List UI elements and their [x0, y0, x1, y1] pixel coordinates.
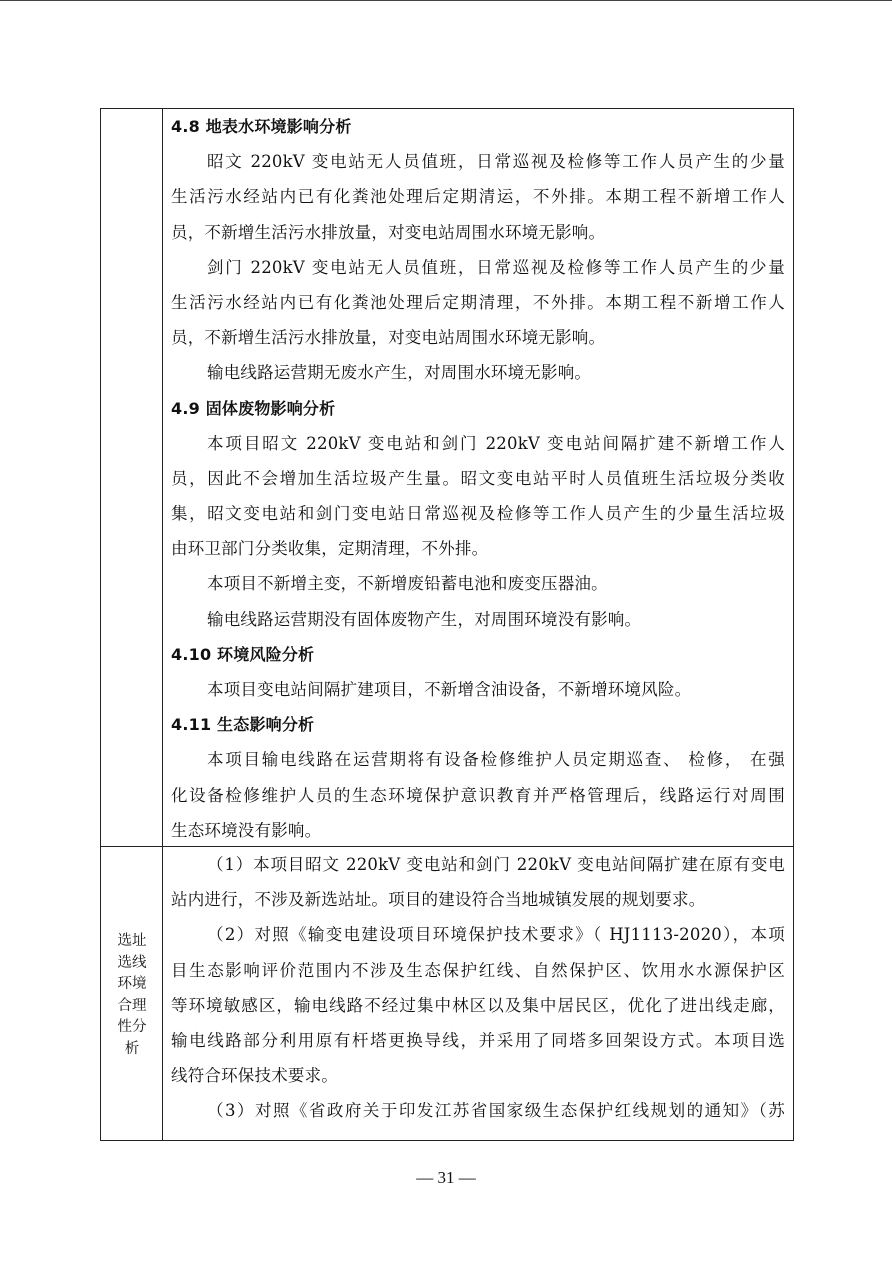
- section-heading: 4.11 生态影响分析: [171, 715, 315, 735]
- row-label-cell: [101, 847, 163, 1140]
- section-heading: 4.10 环境风险分析: [171, 644, 315, 664]
- label-line: 环境: [117, 976, 147, 993]
- paragraph-line: （3）对照《省政府关于印发江苏省国家级生态保护红线规划的通知》（苏: [207, 1101, 785, 1121]
- paragraph-line: 线符合环保技术要求。: [171, 1066, 338, 1086]
- paragraph-line: 化设备检修维护人员的生态环境保护意识教育并严格管理后，线路运行对周围: [171, 785, 785, 805]
- paragraph-line: （2）对照《输变电建设项目环境保护技术要求》（ HJ1113-2020），本项: [207, 925, 785, 945]
- paragraph-line: 本项目不新增主变，不新增废铅蓄电池和废变压器油。: [207, 574, 608, 594]
- paragraph-line: （1）本项目昭文 220kV 变电站和剑门 220kV 变电站间隔扩建在原有变电: [207, 855, 785, 874]
- label-line: 性分: [117, 1019, 147, 1036]
- paragraph-line: 由环卫部门分类收集，定期清理，不外排。: [171, 539, 489, 559]
- top-border-line: [0, 0, 892, 1]
- paragraph-line: 输电线路运营期没有固体废物产生，对周围环境没有影响。: [207, 609, 642, 629]
- label-line: 选线: [117, 954, 147, 971]
- paragraph-line: 员，不新增生活污水排放量，对变电站周围水环境无影响。: [171, 328, 606, 348]
- paragraph-line: 站内进行，不涉及新选站址。项目的建设符合当地城镇发展的规划要求。: [171, 890, 706, 910]
- paragraph-line: 剑门 220kV 变电站无人员值班，日常巡视及检修等工作人员产生的少量: [207, 257, 785, 277]
- page-number: — 31 —: [416, 1168, 476, 1187]
- paragraph-line: 生活污水经站内已有化粪池处理后定期清理，不外排。本期工程不新增工作人: [171, 292, 785, 312]
- section-heading: 4.8 地表水环境影响分析: [171, 117, 352, 136]
- paragraph-line: 输电线路部分利用原有杆塔更换导线，并采用了同塔多回架设方式。本项目选: [171, 1030, 785, 1050]
- paragraph-line: 本项目昭文 220kV 变电站和剑门 220kV 变电站间隔扩建不新增工作人: [207, 433, 785, 453]
- paragraph-line: 员，因此不会增加生活垃圾产生量。昭文变电站平时人员值班生活垃圾分类收: [171, 468, 785, 488]
- site-selection-row: [101, 847, 793, 1140]
- impact-analysis-content: [171, 109, 785, 848]
- site-selection-label: [109, 931, 155, 1061]
- paragraph-line: 集，昭文变电站和剑门变电站日常巡视及检修等工作人员产生的少量生活垃圾: [171, 504, 785, 524]
- paragraph-line: 本项目输电线路在运营期将有设备检修维护人员定期巡查、 检修， 在强: [207, 750, 785, 770]
- paragraph-line: 目生态影响评价范围内不涉及生态保护红线、自然保护区、饮用水水源保护区: [171, 960, 785, 980]
- paragraph-line: 员，不新增生活污水排放量，对变电站周围水环境无影响。: [171, 222, 606, 242]
- label-line: 选址: [117, 933, 147, 949]
- paragraph-line: 输电线路运营期无废水产生，对周围水环境无影响。: [207, 363, 592, 383]
- label-line: 合理: [117, 997, 147, 1014]
- paragraph-line: 生活污水经站内已有化粪池处理后定期清运，不外排。本期工程不新增工作人: [171, 187, 785, 207]
- paragraph-line: 本项目变电站间隔扩建项目，不新增含油设备，不新增环境风险。: [207, 680, 692, 699]
- site-selection-content: [171, 847, 785, 1129]
- row-label-cell-empty: [101, 109, 163, 846]
- document-table: [100, 108, 794, 1141]
- impact-analysis-row: [101, 109, 793, 847]
- paragraph-line: 生态环境没有影响。: [171, 820, 322, 840]
- section-heading: 4.9 固体废物影响分析: [171, 398, 336, 418]
- paragraph-line: 昭文 220kV 变电站无人员值班，日常巡视及检修等工作人员产生的少量: [207, 152, 785, 172]
- paragraph-line: 等环境敏感区，输电线路不经过集中林区以及集中居民区，优化了进出线走廊，: [171, 995, 785, 1015]
- label-line: 析: [124, 1040, 140, 1057]
